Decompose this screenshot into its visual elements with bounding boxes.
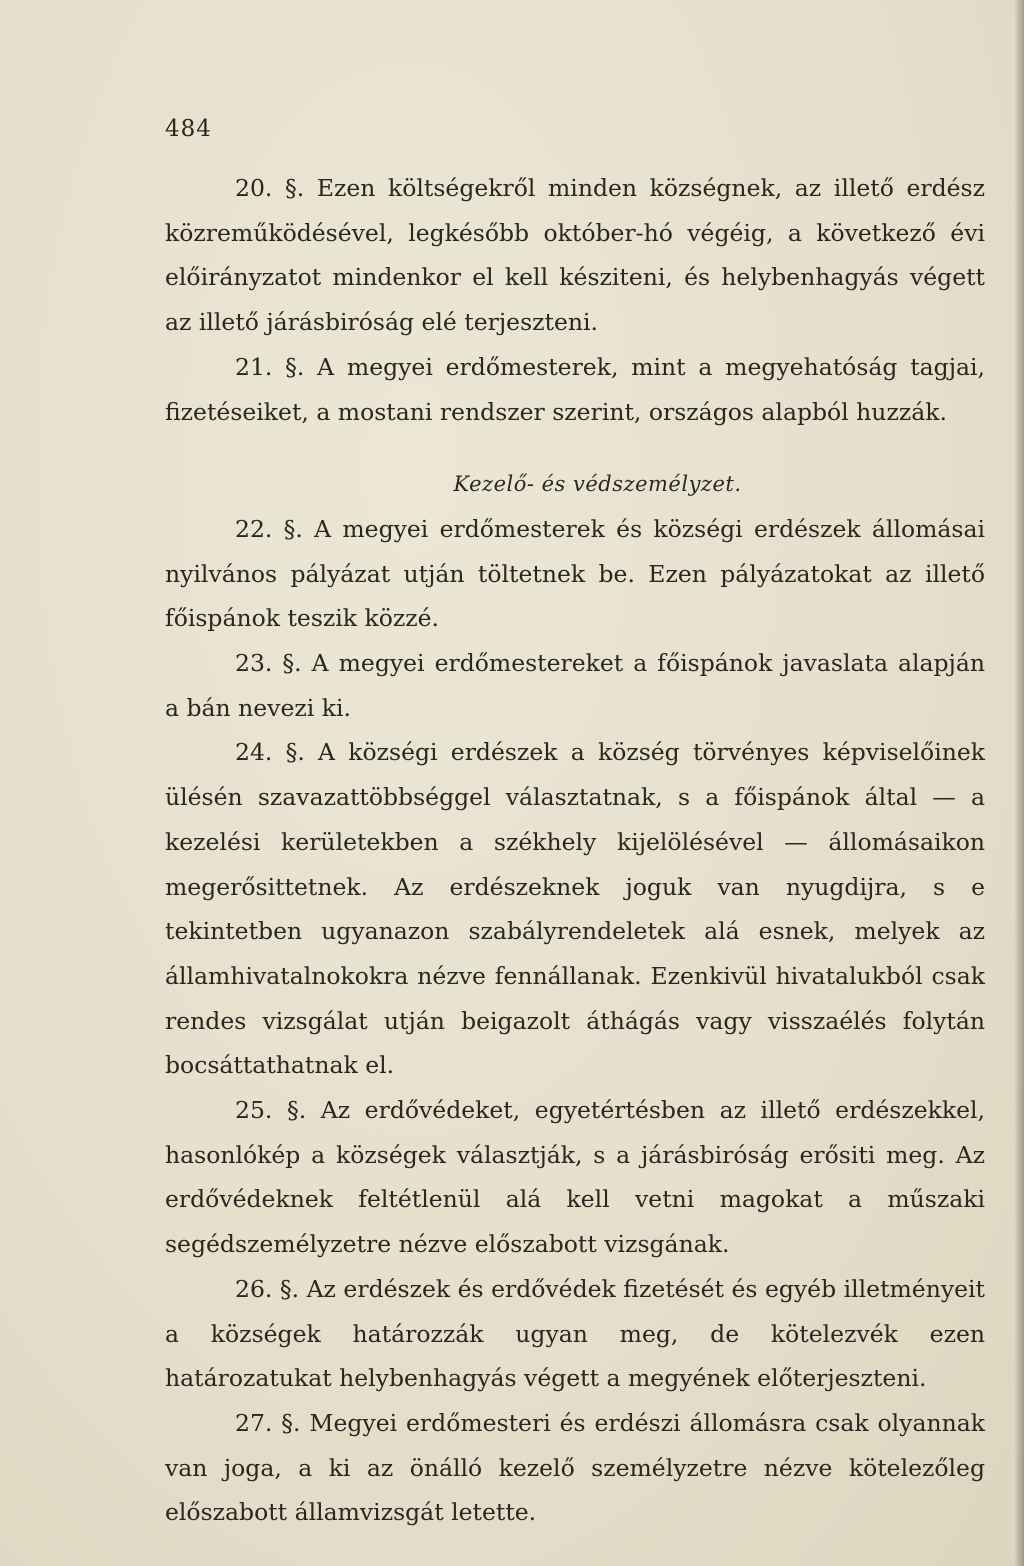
scan-edge-shadow <box>1014 0 1024 1566</box>
paragraph-26: 26. §. Az erdészek és erdővédek fizetését és egyéb illetményeit a községek határozzák ugyan meg, de kötelezvék ezen határozatukat helybenhagyás végett a megyének előterjeszteni. <box>165 1274 985 1393</box>
paragraph-23: 23. §. A megyei erdőmestereket a főispánok javaslata alapján a bán nevezi ki. <box>165 649 985 722</box>
paragraph-27: 27. §. Megyei erdőmesteri és erdészi állomásra csak olyannak van joga, a ki az önálló kezelő személyzetre nézve kötelezőleg előszabott államvizsgát letette. <box>165 1408 985 1527</box>
document-body <box>165 166 985 1535</box>
paragraph-20: 20. §. Ezen költségekről minden községnek, az illető erdész közreműködésével, legkésőbb október-hó végéig, a következő évi előirányzatot mindenkor el kell késziteni, és helybenhagyás végett az illető járásbiróság elé terjeszteni. <box>165 174 985 337</box>
paragraph-22: 22. §. A megyei erdőmesterek és községi erdészek állomásai nyilvános pályázat utján töltetnek be. Ezen pályázatokat az illető főispánok teszik közzé. <box>165 514 985 633</box>
paragraph-21: 21. §. A megyei erdőmesterek, mint a megyehatóság tagjai, fizetéseiket, a mostani rendszer szerint, országos alapból huzzák. <box>165 352 985 426</box>
paragraph-24: 24. §. A községi erdészek a község törvényes képviselőinek ülésén szavazattöbbséggel választatnak, s a főispánok által — a kezelési kerületekben a székhely kijelölésével — állomásaikon megerősittetnek. Az erdészeknek joguk van nyugdijra, s e tekintetben ugyanazon szabályrendeletek alá esnek, melyek az államhivatalnokokra nézve fennállanak. Ezenkivül hivatalukból csak rendes vizsgálat utján beigazolt áthágás vagy visszaélés folytán bocsáttathatnak el. <box>165 738 985 1080</box>
page-number: 484 <box>165 116 212 142</box>
section-heading: Kezelő- és védszemélyzet. <box>453 472 742 497</box>
paragraph-25: 25. §. Az erdővédeket, egyetértésben az illető erdészekkel, hasonlókép a községek választják, s a járásbiróság erősiti meg. Az erdővédeknek feltétlenül alá kell vetni magokat a műszaki segédszemélyzetre nézve előszabott vizsgának. <box>165 1096 985 1259</box>
